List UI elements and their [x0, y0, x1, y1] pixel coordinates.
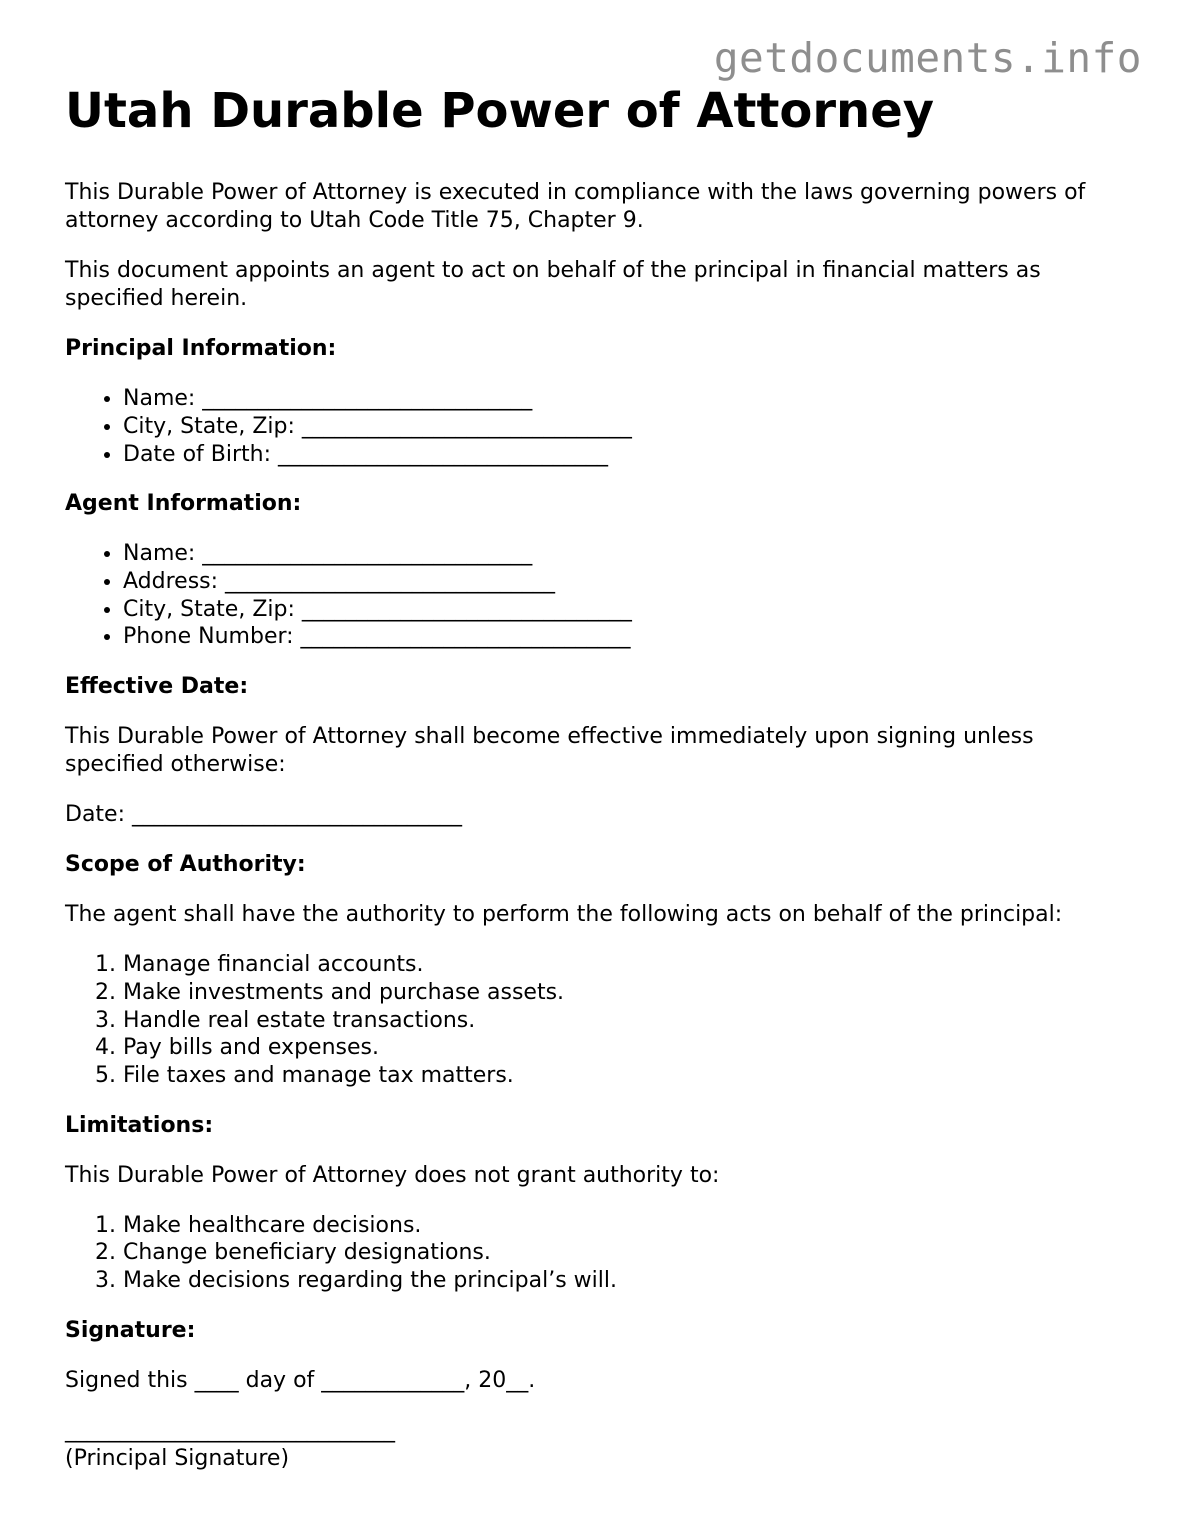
intro-paragraph: This document appoints an agent to act on behalf of the principal in financial matters as specified herein. [65, 258, 1041, 312]
scope-item: 2. Make investments and purchase assets. [123, 979, 1125, 1007]
principal-heading: Principal Information: [65, 336, 337, 362]
limitations-heading: Limitations: [65, 1112, 214, 1138]
principal-city-state-zip-field: • City, State, Zip: ______________________________ [123, 413, 1125, 441]
agent-address-field: • Address: ______________________________ [123, 568, 1125, 596]
scope-item: 5. File taxes and manage tax matters. [123, 1062, 1125, 1090]
scope-item: 4. Pay bills and expenses. [123, 1034, 1125, 1062]
effective-date-field: Date: ______________________________ [65, 802, 462, 828]
principal-signature-caption: (Principal Signature) [65, 1445, 290, 1471]
limitation-item: 3. Make decisions regarding the principal’s will. [123, 1267, 1125, 1295]
intro-paragraph: This Durable Power of Attorney is executed in compliance with the laws governing powers of attorney according to Utah Code Title 75, Chapter 9. [65, 180, 1086, 234]
limitation-item: 2. Change beneficiary designations. [123, 1239, 1125, 1267]
effective-date-heading: Effective Date: [65, 674, 249, 700]
limitation-item: 1. Make healthcare decisions. [123, 1212, 1125, 1240]
signed-date-line: Signed this ____ day of _____________, 20__. [65, 1367, 536, 1393]
principal-date-of-birth-field: • Date of Birth: ______________________________ [123, 441, 1125, 469]
limitations-text: This Durable Power of Attorney does not grant authority to: [65, 1162, 720, 1188]
limitations-list [65, 1212, 1125, 1295]
signature-heading: Signature: [65, 1317, 196, 1343]
agent-phone-number-field: • Phone Number: ______________________________ [123, 623, 1125, 651]
scope-text: The agent shall have the authority to perform the following acts on behalf of the principal: [65, 902, 1063, 928]
document [65, 84, 1125, 1473]
agent-name-field: • Name: ______________________________ [123, 540, 1125, 568]
scope-list [65, 951, 1125, 1090]
principal-signature-line: ______________________________ [65, 1417, 395, 1443]
scope-item: 3. Handle real estate transactions. [123, 1007, 1125, 1035]
scope-item: 1. Manage financial accounts. [123, 951, 1125, 979]
agent-heading: Agent Information: [65, 491, 302, 517]
principal-fields-list [65, 385, 1125, 468]
document-title: Utah Durable Power of Attorney [65, 83, 935, 139]
agent-city-state-zip-field: • City, State, Zip: ______________________________ [123, 596, 1125, 624]
agent-fields-list [65, 540, 1125, 651]
watermark: getdocuments.info [713, 34, 1142, 82]
scope-heading: Scope of Authority: [65, 852, 306, 878]
effective-date-text: This Durable Power of Attorney shall become effective immediately upon signing unless specified otherwise: [65, 724, 1034, 778]
principal-name-field: • Name: ______________________________ [123, 385, 1125, 413]
